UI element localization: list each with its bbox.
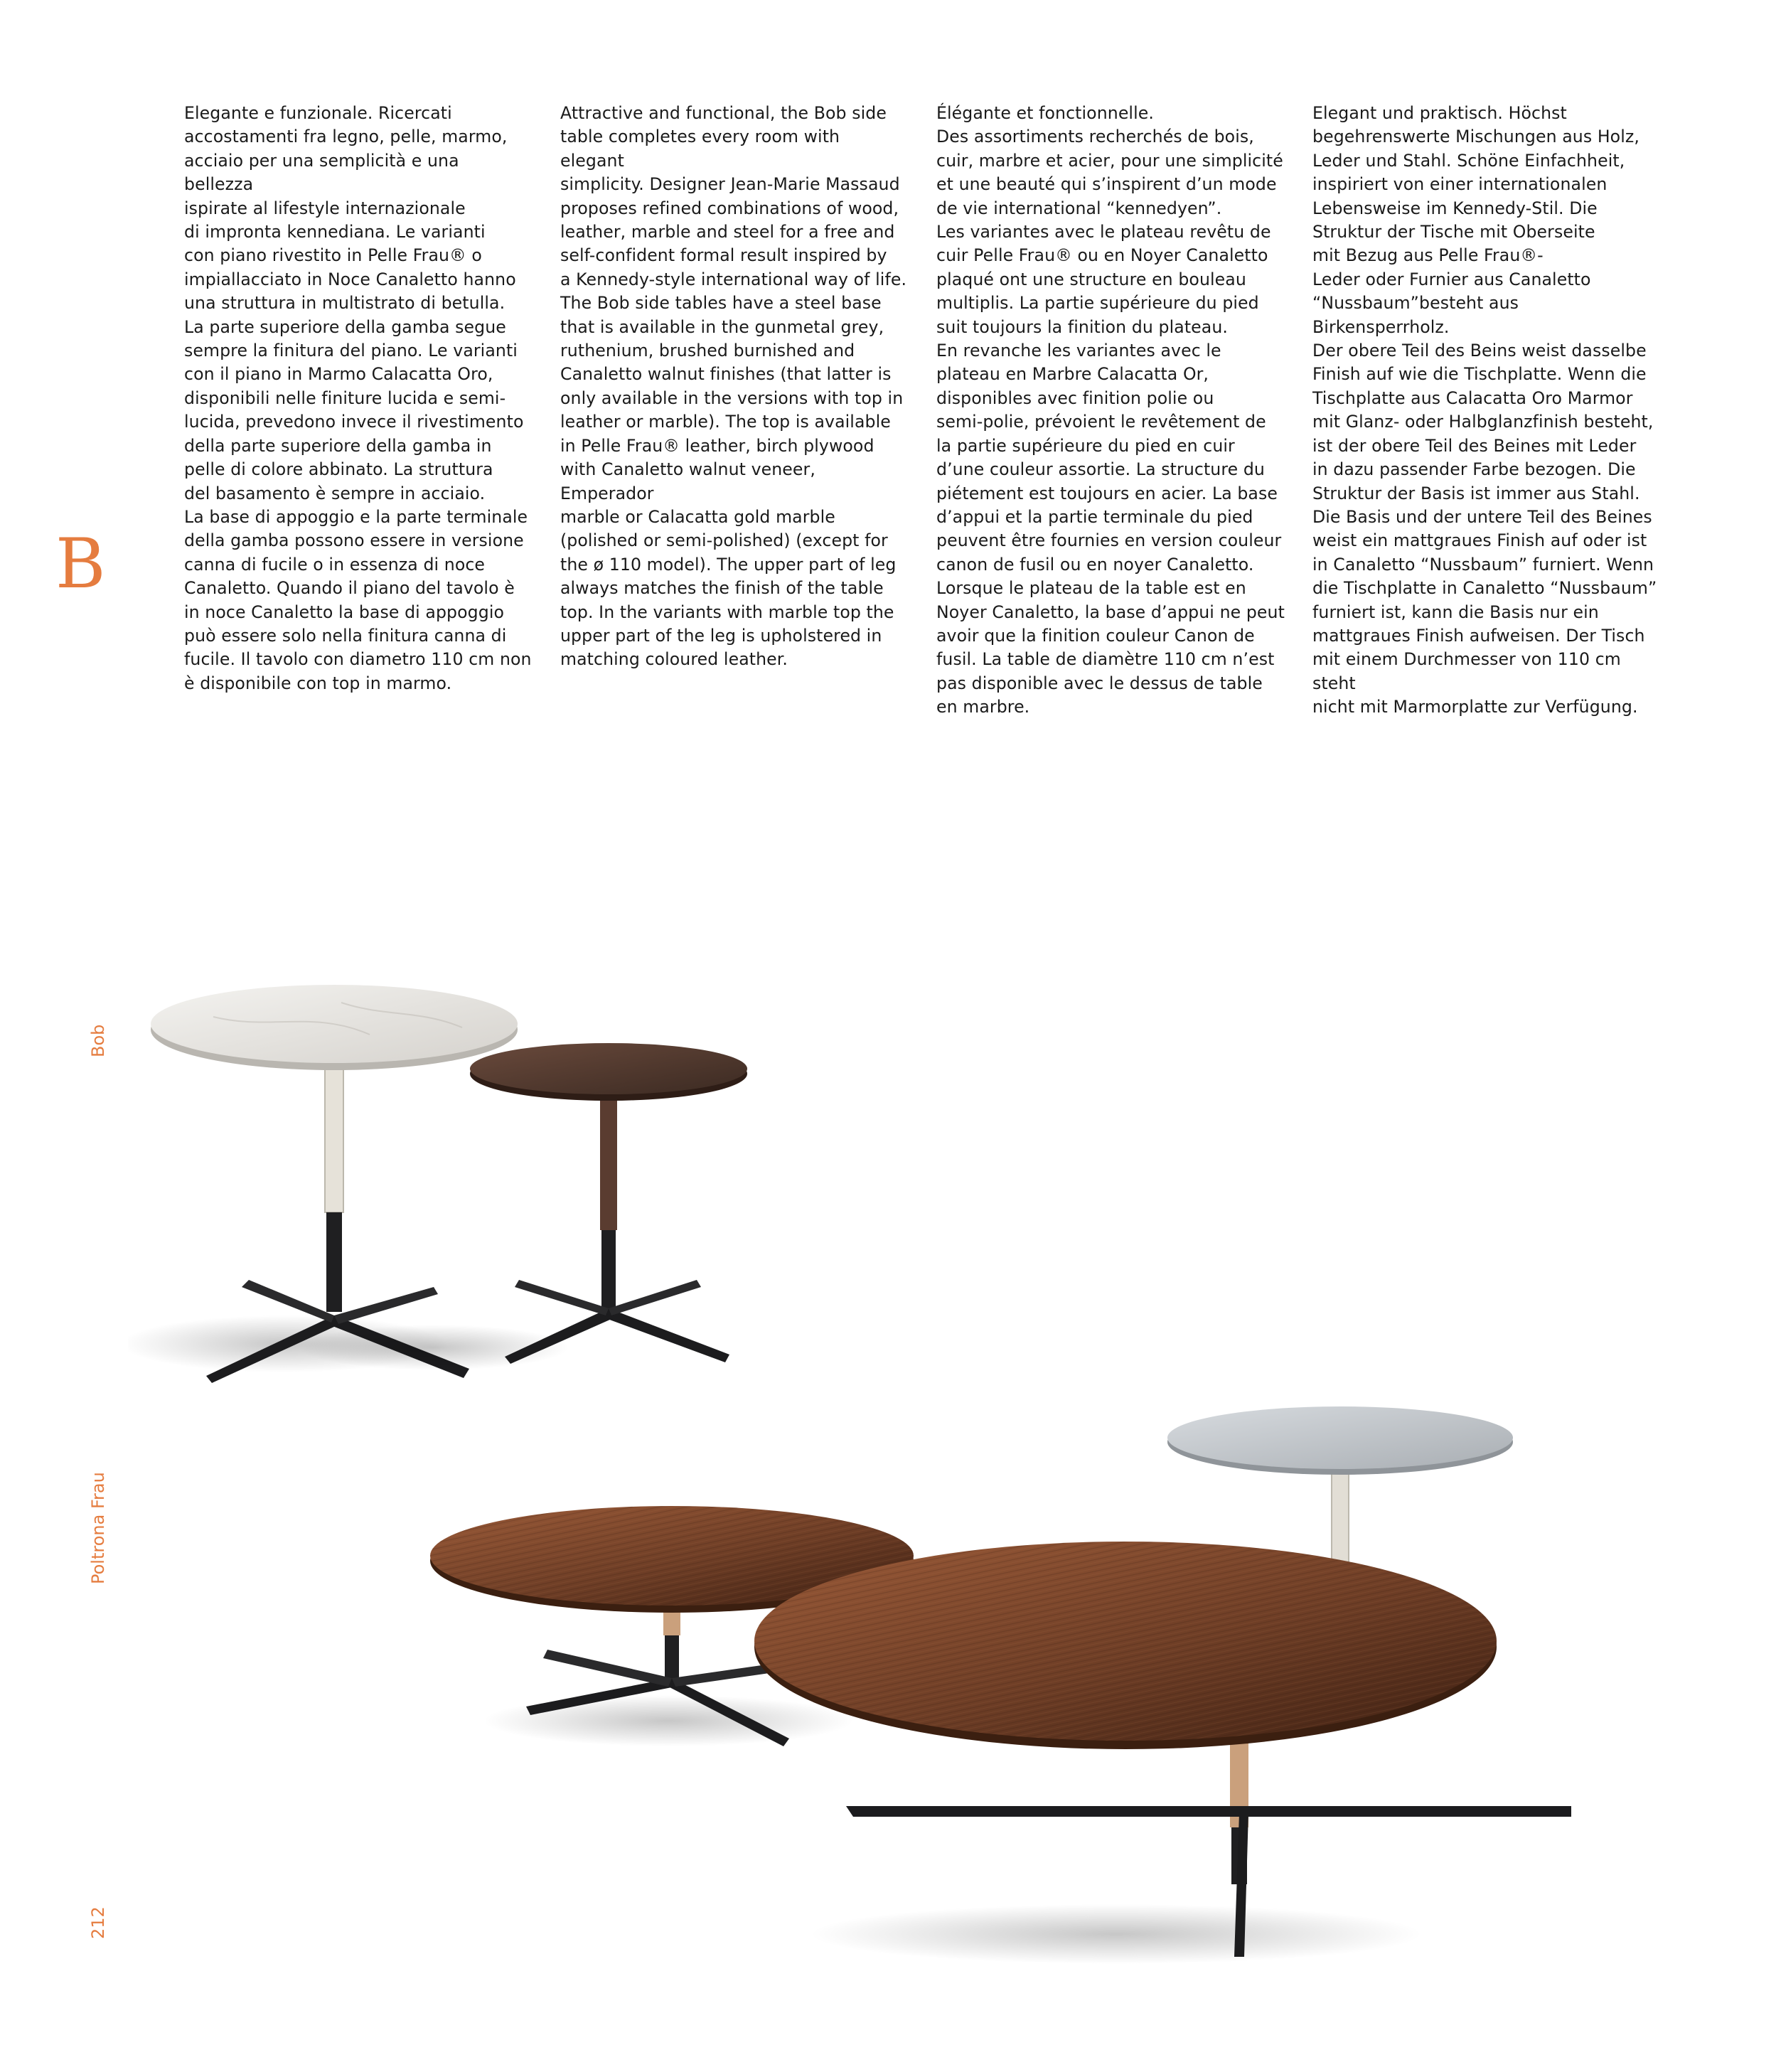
section-letter: B [55,524,106,604]
page-number: 212 [88,1906,108,1939]
english-description: Attractive and functional, the Bob side table completes every room with elegant simplicity. Designer Jean-Marie Massaud proposes refined combinations of wood, leather, marble and steel for a free and self-confident formal result inspired by a Kennedy-style international way of life. The Bob side tables have a steel base that is available in the gunmetal grey, ruthenium, brushed burnished and Canaletto walnut finishes (that latter is only available in the versions with top in leather or marble). The top is available in Pelle Frau® leather, birch plywood with Canaletto walnut veneer, Emperador marble or Calacatta gold marble (polished or semi-polished) (except for the ø 110 model). The upper part of leg always matches the finish of the table top. In the variants with marble top the upper part of the leg is upholstered in matching coloured leather. [560,103,907,670]
marble-top-side-table [128,985,518,1383]
brand-label: Poltrona Frau [88,1472,108,1584]
italian-description: Elegante e funzionale. Ricercati accostamenti fra legno, pelle, marmo, acciaio per una semplicità e una bellezza ispirate al lifestyle internazionale di impronta kennediana. Le varianti con piano rivestito in Pelle Frau® o impiallacciato in Noce Canaletto hanno una struttura in multistrato di betulla. La parte superiore della gamba segue sempre la finitura del piano. Le varianti con il piano in Marmo Calacatta Oro, disponibili nelle finiture lucida e semi- lucida, prevedono invece il rivestimento della parte superiore della gamba in pelle di colore abbinato. La struttura del basamento è sempre in acciaio. La base di appoggio e la parte terminale della gamba possono essere in versione canna di fucile o in essenza di noce Canaletto. Quando il piano del tavolo è in noce Canaletto la base di appoggio può essere solo nella finitura canna di fucile. Il tavolo con diametro 110 cm non è disponibile con top in marmo. [184,103,532,693]
product-name-label: Bob [88,1024,108,1057]
french-description: Élégante et fonctionnelle. Des assortiments recherchés de bois, cuir, marbre et acier, pour une simplicité et une beauté qui s’inspirent d’un mode de vie international “kennedyen”. Les variantes avec le plateau revêtu de cuir Pelle Frau® ou en Noyer Canaletto plaqué ont une structure en bouleau multiplis. La partie supérieure du pied suit toujours la finition du plateau. En revanche les variantes avec le plateau en Marbre Calacatta Or, disponibles avec finition polie ou semi-polie, prévoient le revêtement de la partie supérieure du pied en cuir d’une couleur assortie. La structure du piétement est toujours en acier. La base d’appui et la partie terminale du pied peuvent être fournies en version couleur canon de fusil ou en noyer Canaletto. Lorsque le plateau de la table est en Noyer Canaletto, la base d’appui ne peut avoir que la finition couleur Canon de fusil. La table de diamètre 110 cm n’est pas disponible avec le dessus de table en marbre. [936,103,1285,717]
german-description: Elegant und praktisch. Höchst begehrenswerte Mischungen aus Holz, Leder und Stahl. Schöne Einfachheit, inspiriert von einer internationalen Lebensweise im Kennedy-Stil. Die Struktur der Tische mit Oberseite mit Bezug aus Pelle Frau®- Leder oder Furnier aus Canaletto “Nussbaum”besteht aus Birkensperrholz. Der obere Teil des Beins weist dasselbe Finish auf wie die Tischplatte. Wenn die Tischplatte aus Calacatta Oro Marmor mit Glanz- oder Halbglanzfinish besteht, ist der obere Teil des Beines mit Leder in dazu passender Farbe bezogen. Die Struktur der Basis ist immer aus Stahl. Die Basis und der untere Teil des Beines weist ein mattgraues Finish auf oder ist in Canaletto “Nussbaum” furniert. Wenn die Tischplatte in Canaletto “Nussbaum” furniert ist, kann die Basis nur ein mattgraues Finish aufweisen. Der Tisch mit einem Durchmesser von 110 cm steht nicht mit Marmorplatte zur Verfügung. [1312,103,1657,717]
walnut-large-coffee-table [754,1542,1571,1964]
product-photo [128,967,1635,1977]
